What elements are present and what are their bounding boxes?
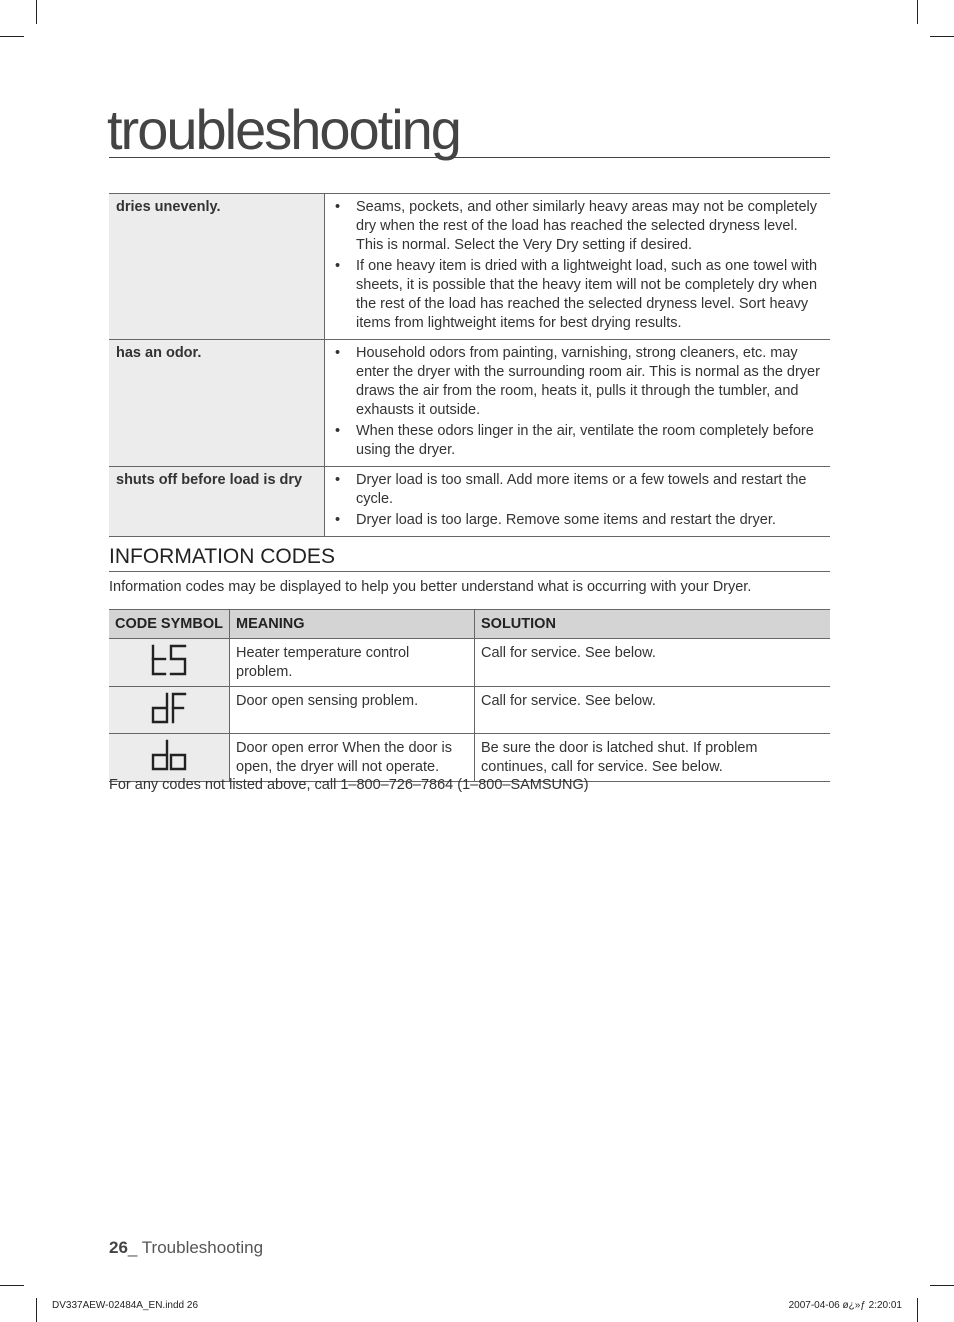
table-row xyxy=(109,340,830,467)
footer-section: _ Troubleshooting xyxy=(127,1238,264,1257)
list-item: • Seams, pockets, and other similarly heavy areas may not be completely dry when the rest of the load has reached the selected dryness level. This is normal. Select the Very Dry setting if desired. xyxy=(335,199,817,253)
list-item: • Dryer load is too small. Add more items or a few towels and restart the cycle. xyxy=(335,472,807,507)
print-slug-right: 2007-04-06 ø¿»ƒ 2:20:01 xyxy=(788,1300,902,1311)
crop-mark xyxy=(930,36,954,37)
crop-mark xyxy=(0,36,24,37)
table-row xyxy=(109,734,830,782)
symptom-cell: shuts off before load is dry xyxy=(109,467,325,537)
section-heading: INFORMATION CODES xyxy=(109,543,830,572)
df-code-icon xyxy=(149,691,189,727)
table-row xyxy=(109,639,830,687)
solution-cell: Call for service. See below. xyxy=(475,639,831,687)
table-row xyxy=(109,194,830,340)
crop-mark xyxy=(0,1285,24,1286)
crop-mark xyxy=(917,1298,918,1322)
bullet-text: Household odors from painting, varnishing, strong cleaners, etc. may enter the dryer with the surrounding room air. This is normal as the dryer draws the air from the room, heats it, pulls it through the tumbler, and exhausts it outside. xyxy=(356,345,820,418)
table-row xyxy=(109,467,830,537)
solution-cell: Be sure the door is latched shut. If problem continues, call for service. See below. xyxy=(475,734,831,782)
page-title: troubleshooting xyxy=(107,98,460,161)
column-header-code: CODE SYMBOL xyxy=(109,610,230,639)
symptom-cell: has an odor. xyxy=(109,340,325,467)
list-item: • Household odors from painting, varnishing, strong cleaners, etc. may enter the dryer with the surrounding room air. This is normal as the dryer draws the air from the room, heats it, pulls it through the tumbler, and exhausts it outside. xyxy=(335,345,820,418)
column-header-meaning: MEANING xyxy=(230,610,475,639)
crop-mark xyxy=(36,1298,37,1322)
solution-cell xyxy=(325,467,831,537)
codes-footer-note: For any codes not listed above, call 1–800–726–7864 (1–800–SAMSUNG) xyxy=(109,777,589,793)
bullet-text: Dryer load is too large. Remove some items and restart the dryer. xyxy=(356,512,776,528)
print-slug-left: DV337AEW-02484A_EN.indd 26 xyxy=(52,1300,199,1311)
section-intro: Information codes may be displayed to help you better understand what is occurring with your Dryer. xyxy=(109,579,752,595)
bullet-text: Seams, pockets, and other similarly heavy areas may not be completely dry when the rest of the load has reached the selected dryness level. This is normal. Select the Very Dry setting if desired. xyxy=(356,199,817,253)
do-code-icon xyxy=(149,738,189,774)
table-row xyxy=(109,687,830,734)
code-symbol-cell xyxy=(109,734,230,782)
code-symbol-cell xyxy=(109,639,230,687)
solution-cell xyxy=(325,340,831,467)
solution-cell: Call for service. See below. xyxy=(475,687,831,734)
bullet-text: If one heavy item is dried with a lightweight load, such as one towel with sheets, it is possible that the heavy item will not be completely dry when the rest of the load has reached the selected dryness level. Sort heavy items from lightweight items for best drying results. xyxy=(356,258,818,331)
meaning-cell: Heater temperature control problem. xyxy=(230,639,475,687)
meaning-cell: Door open sensing problem. xyxy=(230,687,475,734)
ts-code-icon xyxy=(149,643,189,679)
meaning-cell: Door open error When the door is open, the dryer will not operate. xyxy=(230,734,475,782)
bullet-text: When these odors linger in the air, ventilate the room completely before using the dryer. xyxy=(356,423,814,458)
column-header-solution: SOLUTION xyxy=(475,610,831,639)
page-footer xyxy=(109,1238,263,1258)
code-symbol-cell xyxy=(109,687,230,734)
table-header-row xyxy=(109,610,830,639)
symptom-cell: dries unevenly. xyxy=(109,194,325,340)
crop-mark xyxy=(930,1285,954,1286)
solution-cell xyxy=(325,194,831,340)
page-number: 26 xyxy=(109,1238,128,1257)
crop-mark xyxy=(917,0,918,24)
title-row xyxy=(107,98,830,161)
troubleshooting-table xyxy=(109,193,830,537)
info-codes-table xyxy=(109,609,830,782)
list-item: • Dryer load is too large. Remove some items and restart the dryer. xyxy=(335,512,776,528)
list-item: • When these odors linger in the air, ventilate the room completely before using the dryer. xyxy=(335,423,814,458)
list-item: • If one heavy item is dried with a lightweight load, such as one towel with sheets, it is possible that the heavy item will not be completely dry when the rest of the load has reached the selected dryness level. Sort heavy items from lightweight items for best drying results. xyxy=(335,258,818,331)
crop-mark xyxy=(36,0,37,24)
bullet-text: Dryer load is too small. Add more items or a few towels and restart the cycle. xyxy=(356,472,807,507)
